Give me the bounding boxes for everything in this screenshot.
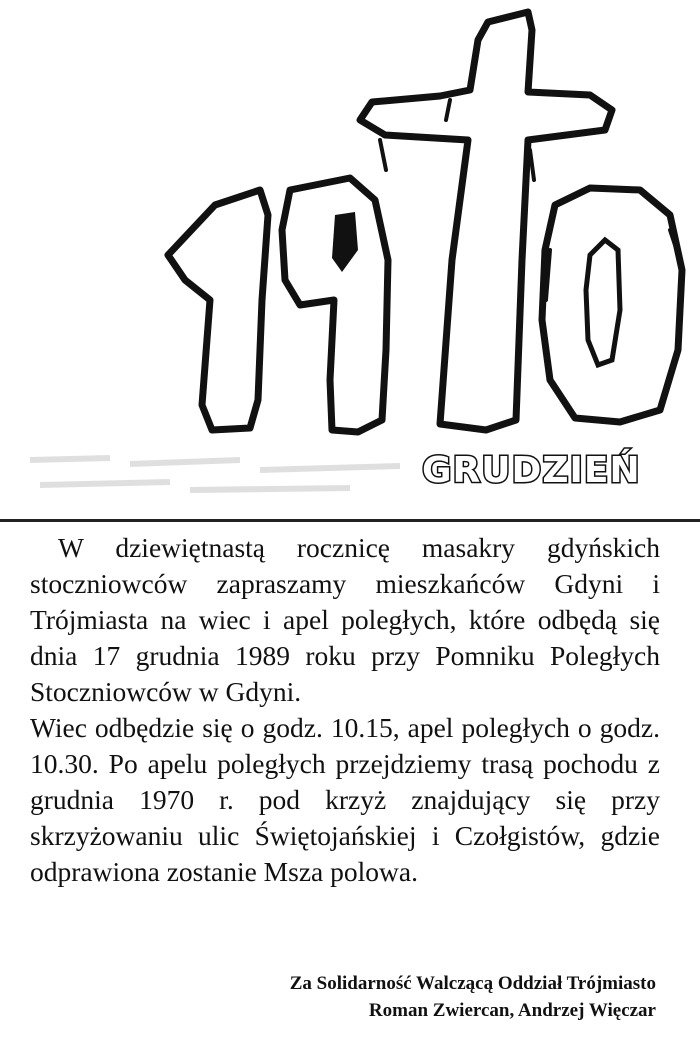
faded-background-marks <box>20 430 420 510</box>
emblem-month-label: GRUDZIEŃ <box>422 450 641 491</box>
digit-zero-hole <box>586 240 620 365</box>
announcement-text <box>30 530 660 890</box>
announcement-paragraph-2: Wiec odbędzie się o godz. 10.15, apel poległych o godz. 10.30. Po apelu poległych przejdziemy trasą pochodu z grudnia 1970 r. pod krzyż znajdujący się przy skrzyżowaniu ulic Świętojańskiej i Czołgistów, gdzie odprawiona zostanie Msza polowa. <box>30 712 660 887</box>
signature-block <box>156 970 656 1024</box>
signature-names: Roman Zwiercan, Andrzej Więczar <box>368 1000 656 1021</box>
divider-line <box>0 519 700 522</box>
announcement-paragraph-1: W dziewiętnastą rocznicę masakry gdyńskich stoczniowców zapraszamy mieszkańców Gdyni i Trójmiasta na wiec i apel poległych, które odbędą się dnia 17 grudnia 1989 roku przy Pomniku Poległych Stoczniowców w Gdyni. <box>30 532 660 707</box>
digit-one-shape <box>168 190 268 430</box>
signature-organization: Za Solidarność Walczącą Oddział Trójmiasto <box>289 973 656 994</box>
year-1970-emblem <box>150 0 700 500</box>
